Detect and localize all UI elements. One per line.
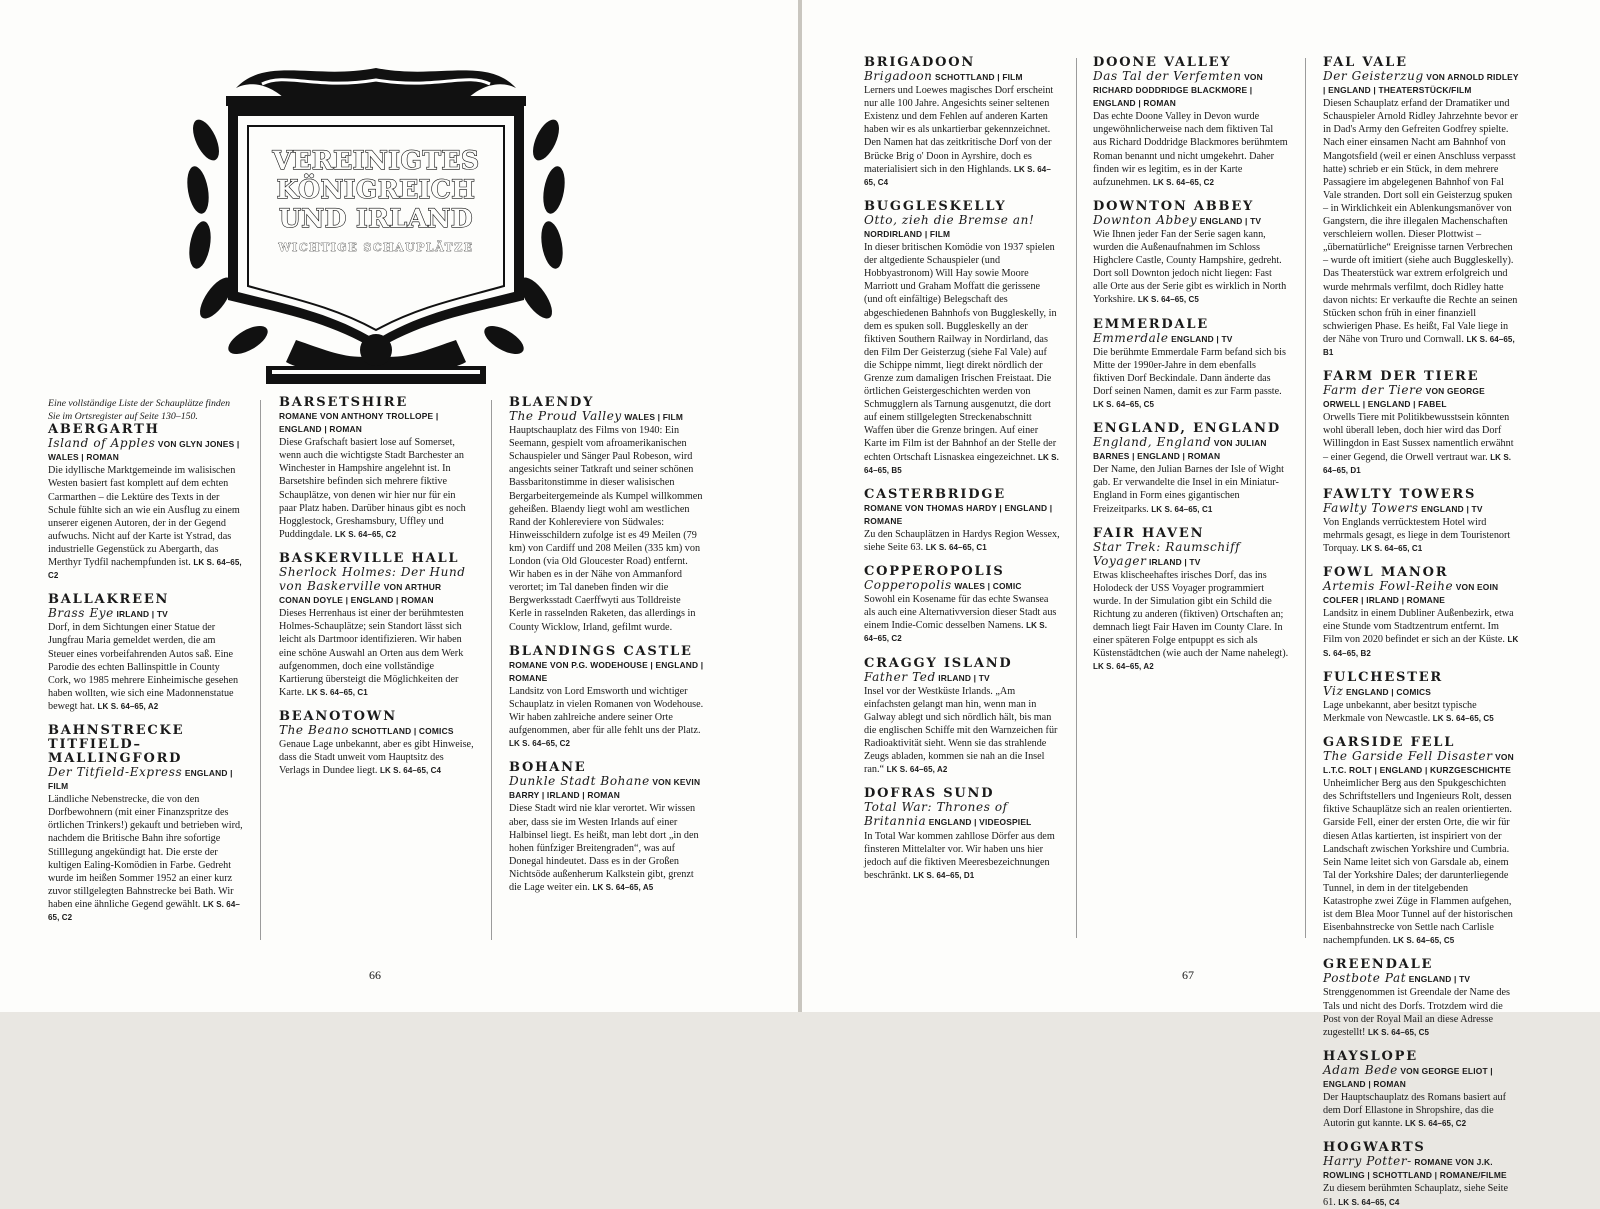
entry-map-ref: LK S. 64–65, C2: [1152, 177, 1215, 187]
entry-meta: VON KEVIN BARRY | IRLAND | ROMAN: [509, 777, 701, 801]
entry-heading: ABERGARTH: [48, 422, 160, 438]
intro-note: Eine vollständige Liste der Schauplätze finden Sie im Ortsregister auf Seite 130–150.: [48, 398, 231, 422]
page-right: [802, 0, 1600, 1208]
entry: [1323, 736, 1519, 947]
entry-body: [279, 607, 475, 699]
entry-source: [509, 775, 705, 802]
entry-body: [1093, 346, 1289, 411]
entry-heading: FULCHESTER: [1323, 669, 1444, 685]
entry-text: Landsitz von Lord Emsworth und wichtiger Schauplatz in vielen Romanen von Wodehouse. Wir haben zahlreiche andere seiner Orte aufgenommen, aber für alle fehlt uns der Platz.: [509, 685, 704, 737]
entry: [864, 787, 1060, 882]
title-subtitle: WICHTIGE SCHAUPLÄTZE: [278, 241, 474, 254]
entry-map-ref: LK S. 64–65, C5: [1367, 1027, 1430, 1037]
entry-source: [864, 70, 1060, 84]
entry-source: [48, 766, 244, 793]
entry-text: Lerners und Loewes magisches Dorf erscheint nur alle 100 Jahre. Angesichts seiner seltenen Existenz und dem Fehlen auf anderen Karten haben wir es als unkartierbar gekennzeichnet. Den Namen hat das zeitkritische Dorf von der Brücke Brig o' Doon in Ayrshire, doch es materialisiert sich in den Highlands.: [864, 85, 1054, 175]
entry-text: Zu diesem berühmten Schauplatz, siehe Seite 61.: [1323, 1183, 1509, 1208]
entry-text: Hauptschauplatz des Films von 1940: Ein Seemann, gespielt vom afroamerikanischen Schauspieler und Sänger Paul Robeson, wird angesichts seiner Tatkraft und seiner schönen Bassbaritonstimme in dieser walisischen Bergarbeitergemeinde als Kumpel willkommen geheißen. Blaendy liegt wohl am westlichen Rand der Kohlereviere von Südwales: Hinweisschildern zufolge ist es 49 Meilen (79 km) von Cardiff und 208 Meilen (335 km) von London (via Old Gloucester Road) entfernt. Wir haben es in der Nähe von Ammanford verortet; im Tal daneben finden wir die Bergwerksstadt Caerffwyti aus Tolldreiste Kerle in rasselnden Raketen, das allerdings in County Wicklow, Irland, gefilmt wurde.: [509, 425, 703, 633]
entry-source: [509, 410, 705, 424]
entry-body: [509, 685, 705, 750]
entry-body: [48, 621, 244, 713]
column-6: [1323, 55, 1519, 1208]
entry-source: [1093, 436, 1289, 463]
entry-source: [1323, 1155, 1519, 1182]
entry-map-ref: LK S. 64–65, C5: [1432, 713, 1494, 723]
entry-body: [1323, 777, 1519, 947]
entry-work-title: Artemis Fowl-Reihe: [1323, 579, 1454, 594]
entry: [864, 488, 1060, 554]
column-rule: [491, 400, 492, 940]
entry-meta: VON JULIAN BARNES | ENGLAND | ROMAN: [1093, 438, 1267, 462]
entry-heading: EMMERDALE: [1093, 316, 1210, 332]
entry-work-title: Das Tal der Verfemten: [1093, 69, 1242, 83]
entry-heading: FOWL MANOR: [1323, 565, 1449, 581]
entry-work-title: Dunkle Stadt Bohane: [509, 774, 650, 789]
column-5: [1093, 56, 1289, 956]
entry-source: [279, 410, 475, 436]
entry-source: [864, 579, 1060, 593]
entry-text: In dieser britischen Komödie von 1937 spielen der altgediente Schauspieler (und Hobbyastronom) Will Hay sowie Moore Marriott und Graham Moffatt die gerissene (und oft einfältige) Belegschaft des abgeschiedenen Bahnhofs von Buggleskelly, in dem es spuken soll. Buggleskelly an der fiktiven Southern Railway in Nordirland, das den Film Der Geisterzug (siehe Fal Vale) auf die Schippe nimmt, liegt direkt nördlich der Grenze zum damaligen Irischen Freistaat. Die örtlichen Geistergeschichten werden von Schmugglern als Tarnung ausgenutzt, die dort auf einem stillgelegten Streckenabschnitt Waffen über die Grenze bringen. Auf einer Karte im Film ist der Bahnhof an der Stelle der echten Ortschaft Lisnaskea eingezeichnet.: [864, 242, 1057, 463]
entry-body: [864, 528, 1060, 554]
entry-map-ref: LK S. 64–65, C4: [1338, 1197, 1400, 1207]
entry-work-title: Brass Eye: [48, 606, 114, 621]
entry-meta: ENGLAND | TV: [1421, 503, 1483, 514]
entry-text: Strenggenommen ist Greendale der Name des Tals und nicht des Dorfs. Trotzdem wird die Post von der Royal Mail an diese Adresse zugestellt!: [1323, 987, 1510, 1038]
entry-heading: COPPEROPOLIS: [864, 564, 1005, 580]
entry-source: [279, 566, 475, 607]
entry-source: [1093, 332, 1289, 346]
entry-map-ref: LK S. 64–65, C1: [1361, 544, 1423, 553]
entry-heading: DOWNTON ABBEY: [1093, 198, 1255, 214]
entry: [48, 593, 244, 713]
entry-map-ref: LK S. 64–65, C1: [1151, 504, 1213, 514]
entry-map-ref: LK S. 64–65, C2: [1405, 1119, 1467, 1129]
entry-heading: BLANDINGS CASTLE: [509, 643, 693, 659]
entry-heading: BLAENDY: [509, 395, 595, 410]
entry-body: [864, 685, 1060, 777]
title-line-3: UND IRLAND: [278, 204, 473, 233]
entry-body: [1323, 1182, 1519, 1208]
entry: [1323, 671, 1519, 725]
entry-body: [1323, 411, 1519, 476]
entry-map-ref: LK S. 64–65, D1: [913, 870, 975, 880]
entry-heading: FAIR HAVEN: [1093, 525, 1205, 541]
entry-text: Lage unbekannt, aber besitzt typische Merkmale von Newcastle.: [1323, 699, 1477, 724]
entry-map-ref: LK S. 64–65, C4: [380, 766, 442, 776]
entry-body: [279, 738, 475, 777]
entry-body: [1323, 699, 1519, 725]
entry-text: Das echte Doone Valley in Devon wurde ungewöhnlicherweise nach dem fiktiven Tal aus Richard Doddridge Blackmores berühmtem Roman benannt und nicht umgekehrt. Daher finden wir es legitim, es in der Karte aufzunehmen.: [1093, 111, 1288, 188]
entry-map-ref: LK S. 64–65, C2: [864, 621, 1048, 644]
crest-title: [236, 146, 516, 255]
entry-source: [864, 801, 1060, 829]
entry-map-ref: LK S. 64–65, C1: [925, 543, 987, 552]
entry: [1093, 56, 1289, 189]
entry-meta: ENGLAND | FILM: [48, 767, 233, 792]
entry-map-ref: LK S. 64–65, B1: [1323, 334, 1515, 357]
entry-body: [1093, 463, 1289, 515]
entry: [1093, 318, 1289, 412]
entry-map-ref: LK S. 64–65, C2: [509, 739, 571, 749]
entry-meta: ROMANE VON THOMAS HARDY | ENGLAND | ROMANE: [864, 502, 1053, 526]
entry-map-ref: LK S. 64–65, A2: [886, 765, 948, 775]
entry-work-title: Harry Potter-: [1323, 1154, 1412, 1169]
entry-source: [1093, 70, 1289, 110]
entry-source: [279, 724, 475, 738]
entry-text: Dorf, in dem Sichtungen einer Statue der Jungfrau Maria gemeldet werden, die am Steuer eines vorbeifahrenden Autos saß. Eine Parodie des echten Ballinspittle in County Cork, wo 1985 mehrere Einheimische gesehen haben wollten, wie sich eine Madonnenstatue bewegt hat.: [48, 622, 239, 712]
entry-body: [864, 830, 1060, 882]
entry-heading: FARM DER TIERE: [1323, 369, 1480, 385]
entry-map-ref: LK S. 64–65, C4: [864, 164, 1051, 187]
entry-text: Der Hauptschauplatz des Romans basiert auf dem Dorf Ellastone in Shropshire, das die Autorin gut kannte.: [1323, 1092, 1507, 1130]
entry-source: [1323, 70, 1519, 97]
entry-work-title: Fawlty Towers: [1323, 500, 1419, 515]
entry-work-title: Copperopolis: [864, 578, 952, 593]
entry-text: Diesen Schauplatz erfand der Dramatiker und Schauspieler Arnold Ridley Jahrzehnte bevor er in Dad's Army den Gefreiten Godfrey spielte. Nach einer einsamen Nacht am Bahnhof von Mangotsfield (weil er einen Anschluss verpasst hatte) schrieb er ein Stück, in dem mehrere Passagiere im abgelegenen Bahnhof von Fal Vale stranden. Dort soll ein Geisterzug spuken – in Wirklichkeit ein Ablenkungsmanöver von Gangstern, die ihre illegalen Machenschaften verschleiern wollen. Dieser Plottwist – „übernatürliche“ Ereignisse tarnen Verbrechen – wurde oft imitiert (siehe auch Buggleskelly). Das Theaterstück war extrem erfolgreich und wurde mehrmals verfilmt, doch Ridley hatte davon nichts: Er verkaufte die Rechte an seinen Stücken schon früh in einer finanziell schwierigen Phase. Es heißt, Fal Vale liege in der Nähe von Truro und Cornwall.: [1323, 98, 1518, 345]
entry: [279, 710, 475, 777]
entry-body: [864, 593, 1060, 645]
entry-meta: VON L.T.C. ROLT | ENGLAND | KURZGESCHICHTE: [1323, 751, 1514, 776]
entry-meta: VON ARNOLD RIDLEY | ENGLAND | THEATERSTÜCK/FILM: [1323, 72, 1519, 96]
entry-meta: WALES | FILM: [624, 412, 684, 422]
entry-body: [1323, 1091, 1519, 1130]
title-line-1: VEREINIGTES: [272, 146, 480, 175]
entry-map-ref: LK S. 64–65, C2: [48, 899, 240, 922]
entry-meta: ROMANE VON P.G. WODEHOUSE | ENGLAND | ROMANE: [509, 659, 704, 683]
entry-source: [864, 214, 1060, 241]
entry: [1093, 200, 1289, 307]
entry-meta: ENGLAND | VIDEOSPIEL: [928, 817, 1032, 828]
entry-meta: ENGLAND | TV: [1171, 333, 1233, 344]
entry-meta: IRLAND | TV: [116, 609, 168, 620]
entry-text: Diese Grafschaft basiert lose auf Somerset, wenn auch die wichtigste Stadt Barchester an Winchester in Hampshire angelehnt ist. In Barsetshire befinden sich mehrere fiktive Schauplätze, von denen wir hier nur für ein paar Platz haben. Darüber hinaus gibt es noch Hogglestock, Greshamsbury, Uffley und Puddingdale.: [279, 437, 466, 540]
entry-work-title: The Garside Fell Disaster: [1323, 748, 1493, 763]
entry: [1323, 1050, 1519, 1130]
entry-meta: VON ARTHUR CONAN DOYLE | ENGLAND | ROMAN: [279, 582, 442, 606]
entry-heading: HAYSLOPE: [1323, 1048, 1418, 1064]
entry-work-title: Total War: Thrones of Britannia: [864, 800, 1008, 829]
entry-work-title: Brigadoon: [864, 69, 933, 83]
entry-source: [1093, 541, 1289, 569]
entry-source: [1093, 214, 1289, 228]
entry-source: [1323, 1064, 1519, 1091]
entry-body: [1323, 607, 1519, 659]
entry-heading: HOGWARTS: [1323, 1140, 1426, 1156]
entry-meta: IRLAND | TV: [1149, 556, 1201, 567]
entry-map-ref: LK S. 64–65, C5: [1093, 399, 1155, 409]
entry-source: [48, 437, 244, 464]
entry-heading: BOHANE: [509, 760, 587, 776]
entry: [1323, 958, 1519, 1038]
entry-meta: VON GEORGE ELIOT | ENGLAND | ROMAN: [1323, 1065, 1493, 1089]
entry-meta: NORDIRLAND | FILM: [864, 228, 951, 239]
entry-map-ref: LK S. 64–65, D1: [1323, 452, 1512, 475]
entry-work-title: Sherlock Holmes: Der Hund von Baskerville: [279, 564, 466, 594]
entry-text: Unheimlicher Berg aus den Spukgeschichten des Schriftstellers und Ingenieurs Rolt, dessen fiktive Schauplätze sich an realen orientierten. Garside Fell, einer der ersten Orte, die wir für diesen Atlas kartierten, ist inspiriert von der Landschaft zwischen Yorkshire und Cumbria. Sein Name leitet sich von Garsdale ab, einem Tal der Yorkshire Dales; der darunterliegende Tunnel, in dem in der titelgebenden Katastrophe zwei Züge in Flammen aufgehen, ist dem Blea Moor Tunnel auf der historischen Eisenbahnstrecke von Settle nach Carlisle nachempfunden.: [1323, 778, 1513, 947]
column-2: [279, 396, 475, 956]
entry-heading: BALLAKREEN: [48, 592, 170, 608]
entry-heading: CASTERBRIDGE: [864, 486, 1006, 502]
entry-text: Die berühmte Emmerdale Farm befand sich bis Mitte der 1990er-Jahre in dem ebenfalls fiktiven Dorf Beckindale. Dann änderte das Dorf seinen Namen, damit es zur Farm passte.: [1093, 346, 1286, 397]
entry-heading: GARSIDE FELL: [1323, 734, 1456, 750]
entry-source: [1323, 502, 1519, 516]
entry-source: [1323, 750, 1519, 777]
column-rule: [1076, 58, 1077, 938]
entry-text: Die idyllische Marktgemeinde im walisischen Westen basiert fast komplett auf dem echten Carmarthen – die Lektüre des Texts in der Schule fühlte sich an wie ein Ausflug zu einem unserer eigenen Autoren, der in der Gegend aufwuchs. Nicht auf der Karte ist Ystrad, das industrielle Gegenstück zu Abergarth, das Merthyr Tydfil nachempfunden ist.: [48, 465, 240, 569]
entry-work-title: Postbote Pat: [1323, 971, 1407, 986]
entry-text: Etwas klischeehaftes irisches Dorf, das ins Holodeck der USS Voyager programmiert wurde. In der Simulation gibt ein Schild die Richtung zu anderen (fiktiven) Ortschaften an; demnach liegt Fair Haven im County Clare. In einer späteren Folge entpuppt es sich als Küstenstädtchen (wie auch der Name nahelegt).: [1093, 569, 1289, 660]
entry-map-ref: LK S. 64–65, A5: [592, 883, 654, 892]
entry: [279, 396, 475, 541]
entry-body: [1093, 228, 1289, 307]
page-number-left: 66: [369, 968, 381, 982]
entry-map-ref: LK S. 64–65, C1: [306, 687, 368, 697]
page-number-right: 67: [1182, 968, 1194, 982]
entry-work-title: The Proud Valley: [509, 409, 622, 423]
entry-text: Diese Stadt wird nie klar verortet. Wir wissen aber, dass sie im Westen Irlands auf einer Halbinsel liegt. Es heißt, man lebt dort „in den hohen fünfziger Breitengraden“, was auf Donegal hindeutet. Dass es in der Großen Nichtsöde außenherum Kalkstein gibt, grenzt die Lage weiter ein.: [509, 803, 699, 893]
entry-source: [1323, 384, 1519, 411]
entry-map-ref: LK S. 64–65, A2: [1093, 662, 1154, 672]
entry: [1323, 566, 1519, 660]
entry-work-title: England, England: [1093, 435, 1212, 450]
entry-meta: ROMANE VON J.K. ROWLING | SCHOTTLAND | ROMANE/FILME: [1323, 1157, 1507, 1181]
entry: [864, 565, 1060, 645]
entry-text: Von Englands verrücktestem Hotel wird mehrmals gesagt, es liege in dem Touristenort Torquay.: [1323, 516, 1511, 554]
entry-meta: SCHOTTLAND | COMICS: [351, 725, 454, 736]
entry-source: [509, 659, 705, 685]
title-line-2: KÖNIGREICH: [276, 175, 476, 204]
entry-work-title: Island of Apples: [48, 436, 156, 451]
column-rule: [1305, 58, 1306, 938]
entry-heading: BEANOTOWN: [279, 708, 397, 724]
entry-map-ref: LK S. 64–65, C2: [48, 558, 242, 581]
entry-work-title: The Beano: [279, 722, 350, 737]
entry-map-ref: LK S. 64–65, B5: [864, 452, 1059, 475]
entry-body: [48, 793, 244, 924]
entry-work-title: Emmerdale: [1093, 330, 1169, 345]
entry-body: [864, 84, 1060, 189]
entry-heading: BARSETSHIRE: [279, 395, 409, 410]
column-1: [48, 398, 244, 956]
entry-heading: DOFRAS SUND: [864, 786, 995, 802]
column-4: [864, 56, 1060, 956]
entry: [1093, 422, 1289, 516]
entry-work-title: Downton Abbey: [1093, 212, 1198, 227]
entry-heading: BASKERVILLE HALL: [279, 550, 460, 566]
entry: [864, 657, 1060, 777]
entry-heading: ENGLAND, ENGLAND: [1093, 421, 1281, 437]
entry-body: [509, 802, 705, 894]
entry-text: Der Name, den Julian Barnes der Isle of Wight gab. Er verwandelte die Insel in ein Miniatur-England in Form eines gigantischen Freizeitparks.: [1093, 464, 1284, 515]
entry-work-title: Viz: [1323, 683, 1344, 698]
entry-meta: SCHOTTLAND | FILM: [935, 72, 1023, 82]
entry-heading: GREENDALE: [1323, 957, 1434, 973]
entry-text: Ländliche Nebenstrecke, die von den Dorfbewohnern (mit einer Finanzspritze des örtlichen Trinkers!) gekauft und betrieben wird, nachdem die Britische Bahn ihre sofortige Stilllegung angekündigt hat. Die erste der kultigen Ealing-Komödien in Farbe. Gedreht wurde im heißen Sommer 1952 an einer kurz zuvor stillgelegten Bahnstrecke bei Bath. Wir haben eine ähnliche Gegend gewählt.: [48, 794, 243, 910]
entry-work-title: Der Titfield-Express: [48, 764, 183, 779]
entry-text: Dieses Herrenhaus ist einer der berühmtesten Holmes-Schauplätze; sein Standort lässt sich leicht als Dartmoor identifizieren. Wir haben eine schöne Auswahl an Orten aus dem Werk aufgenommen, doch eine vollständige Kartierung übersteigt die Möglichkeiten der Karte.: [279, 608, 464, 698]
entry: [509, 645, 705, 751]
entry-text: Sowohl ein Kosename für das echte Swansea als auch eine Alternativversion dieser Stadt aus einem Indie-Comic desselben Namens.: [864, 594, 1057, 632]
entry: [279, 552, 475, 699]
entry-heading: FAL VALE: [1323, 55, 1408, 70]
entry-map-ref: LK S. 64–65, C5: [1137, 295, 1199, 305]
entry: [864, 56, 1060, 189]
entry-work-title: Farm der Tiere: [1323, 383, 1424, 398]
entry-heading: FAWLTY TOWERS: [1323, 486, 1477, 502]
entry-body: [279, 436, 475, 541]
entry-map-ref: LK S. 64–65, C2: [335, 529, 397, 539]
entry: [1323, 56, 1519, 359]
entry-work-title: Der Geisterzug: [1323, 69, 1424, 83]
entry-meta: VON EOIN COLFER | IRLAND | ROMANE: [1323, 582, 1499, 606]
entry-source: [1323, 972, 1519, 986]
entry-map-ref: LK S. 64–65, A2: [97, 701, 159, 711]
column-3: [509, 396, 705, 956]
entry-text: In Total War kommen zahllose Dörfer aus dem finsteren Mittelalter vor. Wir haben uns hier jedoch auf die fiktiven Meeresbezeichnungen beschränkt.: [864, 830, 1055, 881]
entry-heading: BRIGADOON: [864, 55, 976, 70]
entry-body: [864, 241, 1060, 477]
entry-work-title: Otto, zieh die Bremse an!: [864, 212, 1035, 227]
entry-source: [1323, 580, 1519, 607]
entry-body: [1093, 110, 1289, 189]
entry-work-title: Adam Bede: [1323, 1062, 1398, 1077]
entry: [864, 200, 1060, 477]
entry-body: [1323, 986, 1519, 1038]
entry-meta: WALES | COMIC: [954, 581, 1022, 592]
entry-meta: VON RICHARD DODDRIDGE BLACKMORE | ENGLAND | ROMAN: [1093, 72, 1263, 109]
entry: [48, 423, 244, 582]
entry-body: [509, 424, 705, 634]
entry-body: [1093, 569, 1289, 674]
entry-text: Wie Ihnen jeder Fan der Serie sagen kann, wurden die Außenaufnahmen im Schloss Highclere Castle, County Hampshire, gedreht. Dort soll Downton jedoch nicht liegen: Fast alle Orte aus der Serie gibt es wirklich in North Yorkshire.: [1093, 228, 1287, 306]
entry: [1093, 527, 1289, 674]
entry-heading: CRAGGY ISLAND: [864, 655, 1013, 671]
entry-body: [1323, 516, 1519, 555]
entry-body: [48, 464, 244, 582]
entry-heading: BUGGLESKELLY: [864, 198, 1007, 214]
entry: [509, 396, 705, 634]
entry-text: Insel vor der Westküste Irlands. „Am einfachsten gelangt man hin, wenn man in Galway ablegt und sich nördlich hält, bis man die englischen Schiffe mit den Warnzeichen für Radioaktivität sieht. Wenn sie das strahlende Zeugs abladen, kommen sie nah an die Insel ran.“: [864, 685, 1058, 776]
page-left: [0, 0, 798, 1012]
entry-text: Landsitz in einem Dubliner Außenbezirk, etwa eine Stunde vom Stadtzentrum entfernt. Im Film von 2020 befindet er sich an der Küste.: [1323, 608, 1514, 646]
column-rule: [260, 400, 261, 940]
entry-source: [1323, 685, 1519, 699]
entry-meta: IRLAND | TV: [938, 672, 990, 683]
entry-heading: BAHNSTRECKE TITFIELD–MALLINGFORD: [48, 722, 185, 766]
entry-meta: ENGLAND | TV: [1199, 215, 1262, 226]
entry-text: Zu den Schauplätzen in Hardys Region Wessex, siehe Seite 63.: [864, 528, 1060, 553]
entry: [509, 761, 705, 894]
entry-heading: DOONE VALLEY: [1093, 55, 1232, 70]
entry-source: [864, 502, 1060, 528]
entry: [1323, 488, 1519, 555]
entry: [1323, 370, 1519, 477]
entry-work-title: Father Ted: [864, 669, 936, 684]
entry-text: Orwells Tiere mit Politikbewusstsein könnten wohl überall leben, doch hier wird das Dorf Willingdon in East Sussex namentlich erwähnt – einer Gegend, die Orwell vertraut war.: [1323, 412, 1514, 463]
entry-map-ref: LK S. 64–65, C5: [1393, 936, 1455, 946]
entry-meta: VON GLYN JONES | WALES | ROMAN: [48, 439, 240, 463]
entry-work-title: Star Trek: Raumschiff Voyager: [1093, 539, 1241, 568]
entry: [48, 724, 244, 924]
entry-map-ref: LK S. 64–65, B2: [1323, 635, 1519, 658]
entry: [1323, 1141, 1519, 1208]
entry-body: [1323, 97, 1519, 359]
entry-source: [864, 671, 1060, 685]
entry-meta: VON GEORGE ORWELL | ENGLAND | FABEL: [1323, 386, 1485, 410]
entry-meta: ROMANE VON ANTHONY TROLLOPE | ENGLAND | ROMAN: [279, 411, 439, 435]
entry-meta: ENGLAND | COMICS: [1345, 686, 1432, 697]
entry-meta: ENGLAND | TV: [1408, 974, 1471, 985]
entry-text: Genaue Lage unbekannt, aber es gibt Hinweise, dass die Stadt unweit vom Hauptsitz des Verlags in Dundee liegt.: [279, 738, 474, 777]
entry-source: [48, 607, 244, 621]
